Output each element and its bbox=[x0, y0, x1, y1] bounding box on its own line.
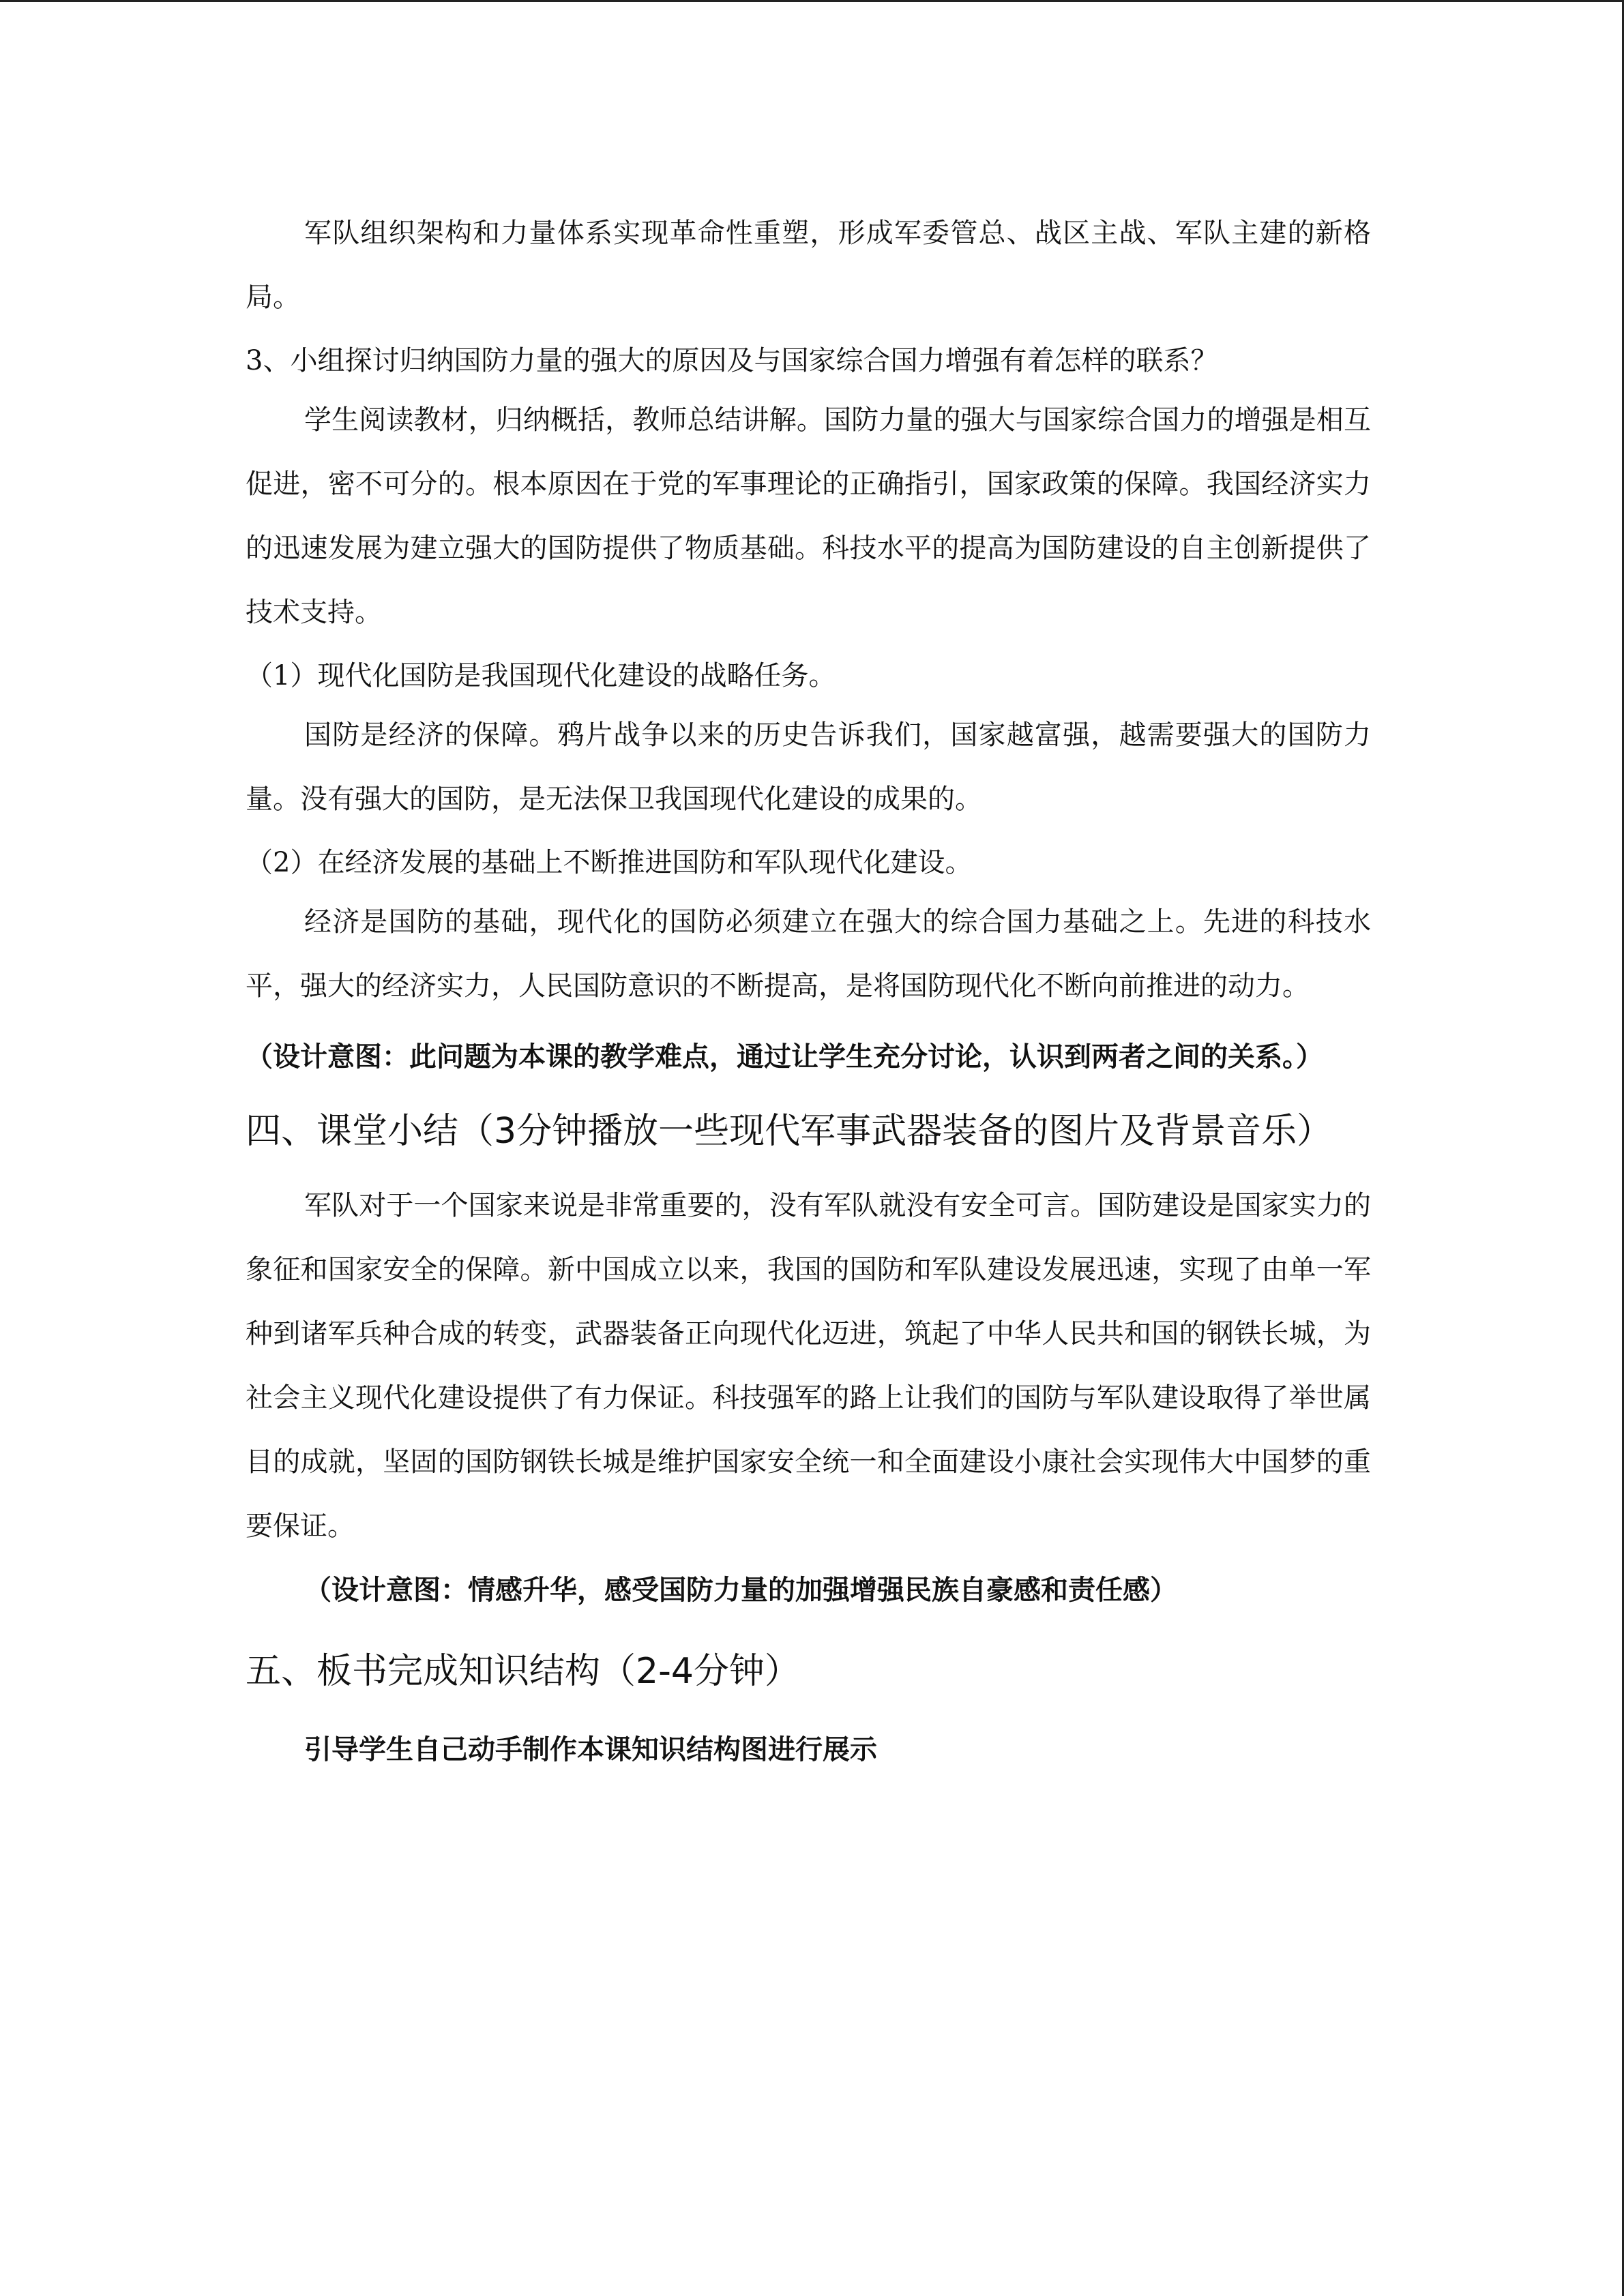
guide-text: 引导学生自己动手制作本课知识结构图进行展示 bbox=[304, 1734, 877, 1765]
document-body bbox=[246, 201, 1371, 1782]
list-item-1: （1）现代化国防是我国现代化建设的战略任务。 bbox=[246, 660, 836, 691]
design-note-2: （设计意图：情感升华，感受国防力量的加强增强民族自豪感和责任感） bbox=[304, 1575, 1177, 1606]
design-note-1: （设计意图：此问题为本课的教学难点，通过让学生充分讨论，认识到两者之间的关系。） bbox=[246, 1041, 1323, 1073]
section-heading-4: 四、课堂小结（3分钟播放一些现代军事武器装备的图片及背景音乐） bbox=[246, 1111, 1333, 1152]
paragraph-student-reading: 学生阅读教材，归纳概括，教师总结讲解。国防力量的强大与国家综合国力的增强是相互促进，密不可分的。根本原因在于党的军事理论的正确指引，国家政策的保障。我国经济实力的迅速发展为建立强大的国防提供了物质基础。科技水平的提高为国防建设的自主创新提供了技术支持。 bbox=[246, 404, 1371, 628]
section-heading-5: 五、板书完成知识结构（2-4分钟） bbox=[246, 1651, 800, 1692]
paragraph-military-structure: 军队组织架构和力量体系实现革命性重塑，形成军委管总、战区主战、军队主建的新格局。 bbox=[246, 218, 1371, 313]
paragraph-economy-foundation: 经济是国防的基础，现代化的国防必须建立在强大的综合国力基础之上。先进的科技水平，强大的经济实力，人民国防意识的不断提高，是将国防现代化不断向前推进的动力。 bbox=[246, 906, 1371, 1002]
list-item-2: （2）在经济发展的基础上不断推进国防和军队现代化建设。 bbox=[246, 847, 973, 878]
paragraph-defense-guarantee: 国防是经济的保障。鸦片战争以来的历史告诉我们，国家越富强，越需要强大的国防力量。没有强大的国防，是无法保卫我国现代化建设的成果的。 bbox=[246, 719, 1371, 815]
paragraph-summary: 军队对于一个国家来说是非常重要的，没有军队就没有安全可言。国防建设是国家实力的象征和国家安全的保障。新中国成立以来，我国的国防和军队建设发展迅速，实现了由单一军种到诸军兵种合成的转变，武器装备正向现代化迈进，筑起了中华人民共和国的钢铁长城，为社会主义现代化建设提供了有力保证。科技强军的路上让我们的国防与军队建设取得了举世属目的成就，坚固的国防钢铁长城是维护国家安全统一和全面建设小康社会实现伟大中国梦的重要保证。 bbox=[246, 1190, 1371, 1542]
question-3: 3、小组探讨归纳国防力量的强大的原因及与国家综合国力增强有着怎样的联系？ bbox=[246, 345, 1218, 376]
